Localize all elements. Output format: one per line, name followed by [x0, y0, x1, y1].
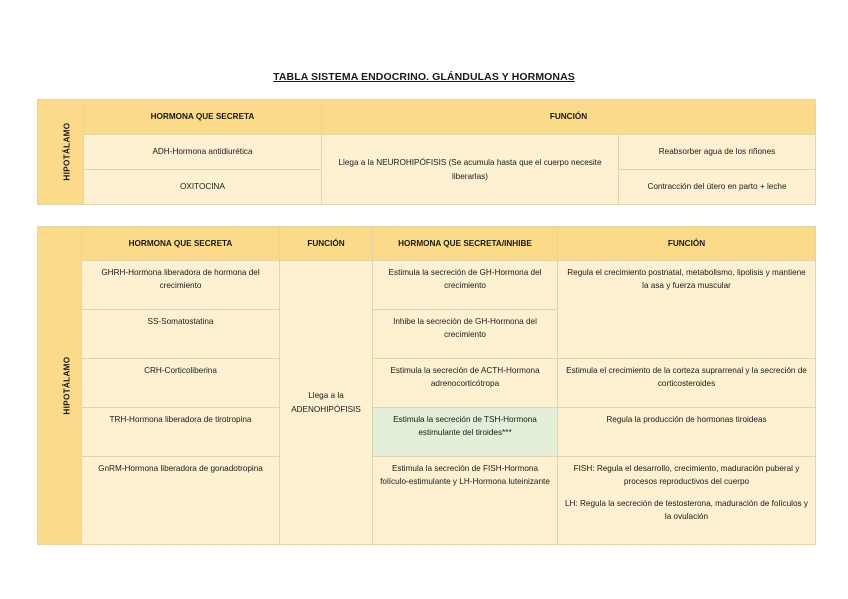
side-label-hypothalamus: HIPOTÁLAMO [38, 100, 84, 205]
header-secretes-inhibits: HORMONA QUE SECRETA/INHIBE [373, 227, 558, 261]
function-cell: Contracción del útero en parto + leche [619, 170, 816, 205]
hormone-cell: ADH-Hormona antidiurética [84, 135, 322, 170]
hormone-cell: OXITOCINA [84, 170, 322, 205]
header-hormone: HORMONA QUE SECRETA [82, 227, 280, 261]
lh-function-text: LH: Regula la secreción de testosterona, maduración de folículos y la ovulación [564, 499, 809, 522]
fish-function-text: FISH: Regula el desarrollo, crecimiento, maduración puberal y procesos reproductivos del cuerpo [573, 464, 800, 487]
shared-function-cell: Llega a la ADENOHIPÓFISIS [280, 261, 373, 545]
header-hormone: HORMONA QUE SECRETA [84, 100, 322, 135]
hormone-cell: GHRH-Hormona liberadora de hormona del crecimiento [82, 261, 280, 310]
side-label-hypothalamus: HIPOTÁLAMO [38, 227, 82, 545]
hormone-cell: GnRM-Hormona liberadora de gonadotropina [82, 457, 280, 545]
adenohypophysis-table [37, 226, 816, 545]
function-cell [558, 457, 816, 545]
header-function: FUNCIÓN [280, 227, 373, 261]
neurohypophysis-table [37, 99, 816, 205]
function-cell: Estimula el crecimiento de la corteza suprarrenal y la secreción de corticosteroides [558, 359, 816, 408]
function-cell: Regula el crecimiento postnatal, metabolismo, lipolisis y mantiene la asa y fuerza muscular [558, 261, 816, 359]
secretes-cell: Inhibe la secreción de GH-Hormona del crecimiento [373, 310, 558, 359]
secretes-cell: Estimula la secreción de GH-Hormona del crecimiento [373, 261, 558, 310]
function-cell: Reabsorber agua de los riñones [619, 135, 816, 170]
header-function: FUNCIÓN [322, 100, 816, 135]
hormone-cell: TRH-Hormona liberadora de tirotropina [82, 408, 280, 457]
shared-function-cell: Llega a la NEUROHIPÓFISIS (Se acumula hasta que el cuerpo necesite liberarlas) [322, 135, 619, 205]
secretes-cell-highlighted: Estimula la secreción de TSH-Hormona estimulante del tiroides*** [373, 408, 558, 457]
function-cell: Regula la producción de hormonas tiroideas [558, 408, 816, 457]
hormone-cell: CRH-Corticoliberina [82, 359, 280, 408]
hormone-cell: SS-Somatostatina [82, 310, 280, 359]
secretes-cell: Estimula la secreción de ACTH-Hormona adrenocorticótropa [373, 359, 558, 408]
page-title: TABLA SISTEMA ENDOCRINO. GLÁNDULAS Y HORMONAS [273, 71, 575, 83]
secretes-cell: Estimula la secreción de FISH-Hormona folículo-estimulante y LH-Hormona luteinizante [373, 457, 558, 545]
header-function-2: FUNCIÓN [558, 227, 816, 261]
